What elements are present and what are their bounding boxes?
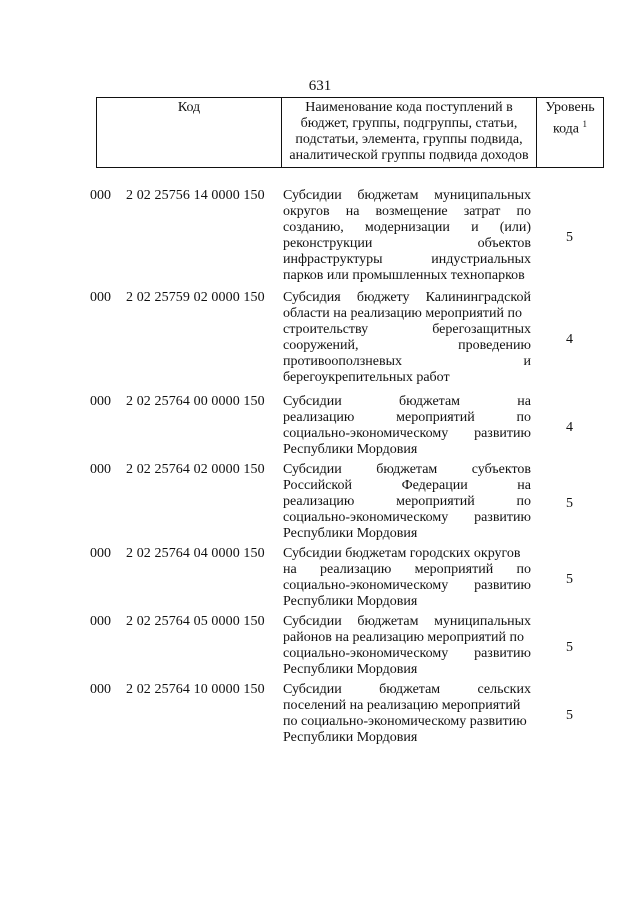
revenue-code: 2 02 25764 10 0000 150 (126, 682, 265, 697)
name-line: Республики Мордовия (283, 594, 418, 609)
code-level: 4 (566, 420, 573, 435)
name-line: социально-экономическому развитию (283, 646, 531, 661)
admin-code: 000 (90, 546, 111, 561)
header-code-cell (97, 98, 282, 167)
name-line: строительству берегозащитных (283, 322, 531, 337)
header-level-cell (537, 98, 603, 167)
name-line: Субсидии бюджетам субъектов (283, 462, 531, 477)
name-line: реализацию мероприятий по (283, 410, 531, 425)
header-code-label: Код (177, 100, 201, 115)
revenue-code: 2 02 25764 04 0000 150 (126, 546, 265, 561)
code-level: 5 (566, 496, 573, 511)
revenue-code: 2 02 25764 00 0000 150 (126, 394, 265, 409)
admin-code: 000 (90, 462, 111, 477)
revenue-name (283, 188, 531, 284)
name-line: реконструкции объектов (283, 236, 531, 251)
page-number: 631 (308, 78, 332, 94)
header-name-line: Наименование кода поступлений в (305, 100, 513, 115)
name-line: социально-экономическому развитию (283, 426, 531, 441)
admin-code: 000 (90, 614, 111, 629)
name-line: реализацию мероприятий по (283, 494, 531, 509)
revenue-code: 2 02 25764 02 0000 150 (126, 462, 265, 477)
name-line: Республики Мордовия (283, 442, 418, 457)
admin-code: 000 (90, 682, 111, 697)
name-line: по социально-экономическому развитию (283, 714, 527, 729)
name-line: парков или промышленных технопарков (283, 268, 525, 283)
name-line: на реализацию мероприятий по (283, 562, 531, 577)
header-level-line1: Уровень (545, 100, 595, 115)
name-line: Субсидии бюджетам на (283, 394, 531, 409)
revenue-name (283, 290, 531, 386)
revenue-name (283, 394, 531, 458)
header-name-line: бюджет, группы, подгруппы, статьи, (300, 116, 518, 131)
name-line: поселений на реализацию мероприятий (283, 698, 521, 713)
name-line: области на реализацию мероприятий по (283, 306, 522, 321)
header-name-line: аналитической группы подвида доходов (289, 148, 529, 163)
admin-code: 000 (90, 290, 111, 305)
name-line: Республики Мордовия (283, 526, 418, 541)
name-line: Субсидии бюджетам городских округов (283, 546, 521, 561)
footnote-marker: 1 (582, 119, 588, 129)
admin-code: 000 (90, 394, 111, 409)
name-line: Российской Федерации на (283, 478, 531, 493)
name-line: Республики Мордовия (283, 730, 418, 745)
admin-code: 000 (90, 188, 111, 203)
revenue-code: 2 02 25759 02 0000 150 (126, 290, 265, 305)
revenue-code: 2 02 25764 05 0000 150 (126, 614, 265, 629)
name-line: социально-экономическому развитию (283, 510, 531, 525)
revenue-name (283, 614, 531, 678)
code-level: 5 (566, 708, 573, 723)
name-line: округов на возмещение затрат по (283, 204, 531, 219)
table-header (96, 97, 604, 168)
header-name-line: подстатьи, элемента, группы подвида, (295, 132, 523, 147)
name-line: инфраструктуры индустриальных (283, 252, 531, 267)
name-line: Субсидии бюджетам сельских (283, 682, 531, 697)
code-level: 5 (566, 640, 573, 655)
name-line: Субсидии бюджетам муниципальных (283, 188, 531, 203)
code-level: 4 (566, 332, 573, 347)
revenue-name (283, 546, 531, 610)
header-level-label: кода (552, 121, 580, 137)
code-level: 5 (566, 230, 573, 245)
name-line: берегоукрепительных работ (283, 370, 450, 385)
name-line: Республики Мордовия (283, 662, 418, 677)
header-level-line2 (537, 116, 603, 138)
name-line: созданию, модернизации и (или) (283, 220, 531, 235)
name-line: сооружений, проведению (283, 338, 531, 353)
revenue-name (283, 682, 531, 746)
revenue-code: 2 02 25756 14 0000 150 (126, 188, 265, 203)
name-line: Субсидия бюджету Калининградской (283, 290, 531, 305)
name-line: социально-экономическому развитию (283, 578, 531, 593)
revenue-name (283, 462, 531, 542)
code-level: 5 (566, 572, 573, 587)
name-line: Субсидии бюджетам муниципальных (283, 614, 531, 629)
header-name-cell (282, 98, 537, 167)
name-line: районов на реализацию мероприятий по (283, 630, 524, 645)
name-line: противооползневых и (283, 354, 531, 369)
